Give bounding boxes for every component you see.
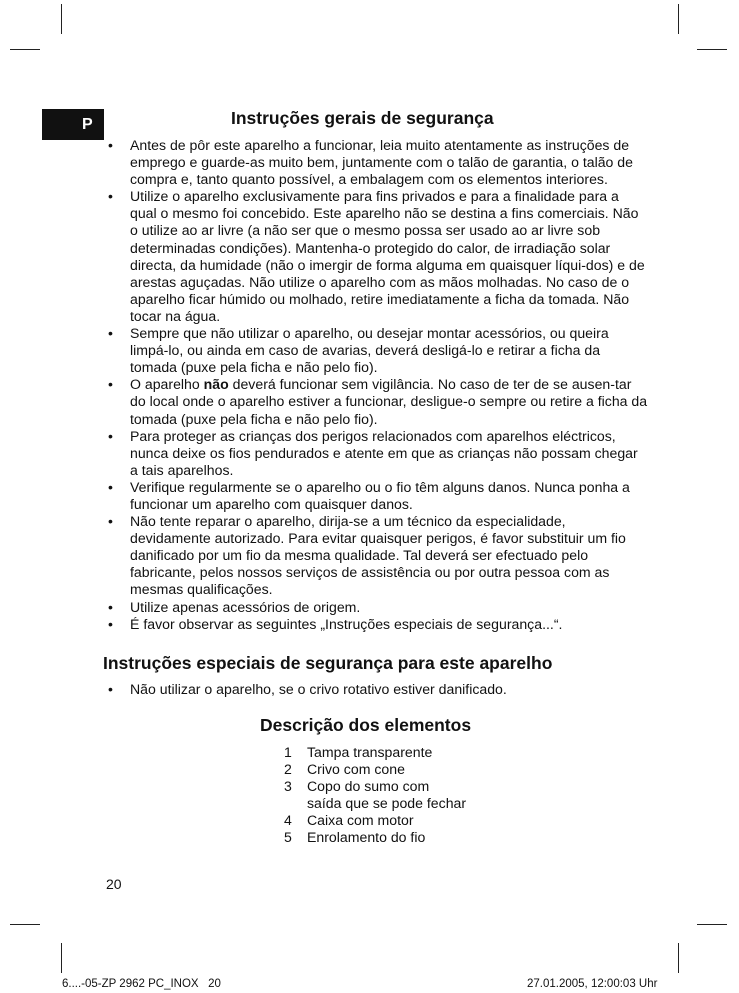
part-label: Enrolamento do fio xyxy=(307,828,426,845)
page-number: 20 xyxy=(106,876,122,892)
part-number: 5 xyxy=(284,828,292,845)
list-item xyxy=(108,376,648,427)
part-number: 3 xyxy=(284,777,292,794)
list-item: • Não tente reparar o aparelho, dirija-se a um técnico da especialidade, devidamente autorizado. Para evitar quaisquer perigos, é favor substituir um fio danificado por um fio da mesma qualidade. Tal deverá ser efectuado pelo fabricante, pelos nossos serviços de assistência ou por outra pessoa com as mesmas qualificações. xyxy=(108,513,648,598)
list-item: • Sempre que não utilizar o aparelho, ou desejar montar acessórios, ou queira limpá-lo, ou ainda em caso de avarias, deverá desligá-lo e retirar a ficha da tomada (puxe pela ficha e não pelo fio). xyxy=(108,325,648,376)
part-label: saída que se pode fechar xyxy=(307,794,467,811)
list-item: • Antes de pôr este aparelho a funcionar, leia muito atentamente as instruções de emprego e guarde-as muito bem, juntamente com o talão de garantia, o talão de compra e, tanto quanto possível, a embalagem com os elementos interiores. xyxy=(108,137,648,188)
part-label: Copo do sumo com xyxy=(307,777,430,794)
section-title-general-safety: Instruções gerais de segurança xyxy=(231,108,494,128)
parts-list-item xyxy=(284,744,466,761)
part-number: 4 xyxy=(284,811,292,828)
crop-mark xyxy=(697,49,727,50)
footer-timestamp: 27.01.2005, 12:00:03 Uhr xyxy=(527,978,658,990)
crop-mark xyxy=(10,49,40,50)
part-label: Crivo com cone xyxy=(307,760,405,777)
crop-mark xyxy=(10,924,40,925)
special-safety-list xyxy=(108,681,648,698)
list-item-text: deverá funcionar sem vigilância. No caso de ter de se ausen-tar do local onde o aparelho estiver a funcionar, desligue-o sempre ou retire a ficha da tomada (puxe pela ficha e não pelo fio). xyxy=(130,376,648,427)
language-tab: P xyxy=(42,109,104,140)
parts-list-item xyxy=(284,778,466,795)
emphasis-text: não xyxy=(203,376,229,393)
list-item: • Utilize apenas acessórios de origem. xyxy=(108,599,648,616)
part-number: 1 xyxy=(284,744,292,760)
part-number xyxy=(284,795,307,812)
crop-mark xyxy=(678,943,679,973)
part-label: Caixa com motor xyxy=(307,811,414,828)
section-title-special-safety: Instruções especiais de segurança para este aparelho xyxy=(103,653,553,673)
part-number: 2 xyxy=(284,760,292,777)
parts-list-item xyxy=(284,829,466,846)
list-item: • É favor observar as seguintes „Instruções especiais de segurança...“. xyxy=(108,616,648,633)
section-title-elements: Descrição dos elementos xyxy=(260,715,472,735)
list-item-text: O aparelho xyxy=(130,376,204,393)
parts-list xyxy=(284,744,466,845)
general-safety-list xyxy=(108,137,648,633)
parts-list-item xyxy=(284,761,466,778)
crop-mark xyxy=(61,943,62,973)
list-item: • Utilize o aparelho exclusivamente para fins privados e para a finalidade para a qual o mesmo foi concebido. Este aparelho não se destina a fins comerciais. Não o utilize ao ar livre (a não ser que o mesmo possa ser usado ao ar livre sob determinadas condições). Mantenha-o protegido do calor, de irradiação solar directa, da humidade (não o imergir de forma alguma em quaisquer líqui-dos) e de arestas aguçadas. Não utilize o aparelho com as mãos molhadas. No caso de o aparelho ficar húmido ou molhado, retire imediatamente a ficha da tomada. Não tocar na água. xyxy=(108,188,648,325)
parts-list-item xyxy=(284,795,466,812)
crop-mark xyxy=(61,4,62,34)
crop-mark xyxy=(678,4,679,34)
list-item: • Não utilizar o aparelho, se o crivo rotativo estiver danificado. xyxy=(108,681,648,698)
footer-file-info: 6....-05-ZP 2962 PC_INOX 20 xyxy=(62,978,221,990)
crop-mark xyxy=(697,924,727,925)
parts-list-item xyxy=(284,812,466,829)
list-item: • Verifique regularmente se o aparelho ou o fio têm alguns danos. Nunca ponha a funcionar um aparelho com quaisquer danos. xyxy=(108,479,648,513)
list-item: • Para proteger as crianças dos perigos relacionados com aparelhos eléctricos, nunca deixe os fios pendurados e atente em que as crianças não possam chegar a tais aparelhos. xyxy=(108,428,648,479)
part-label: Tampa transparente xyxy=(307,744,433,760)
